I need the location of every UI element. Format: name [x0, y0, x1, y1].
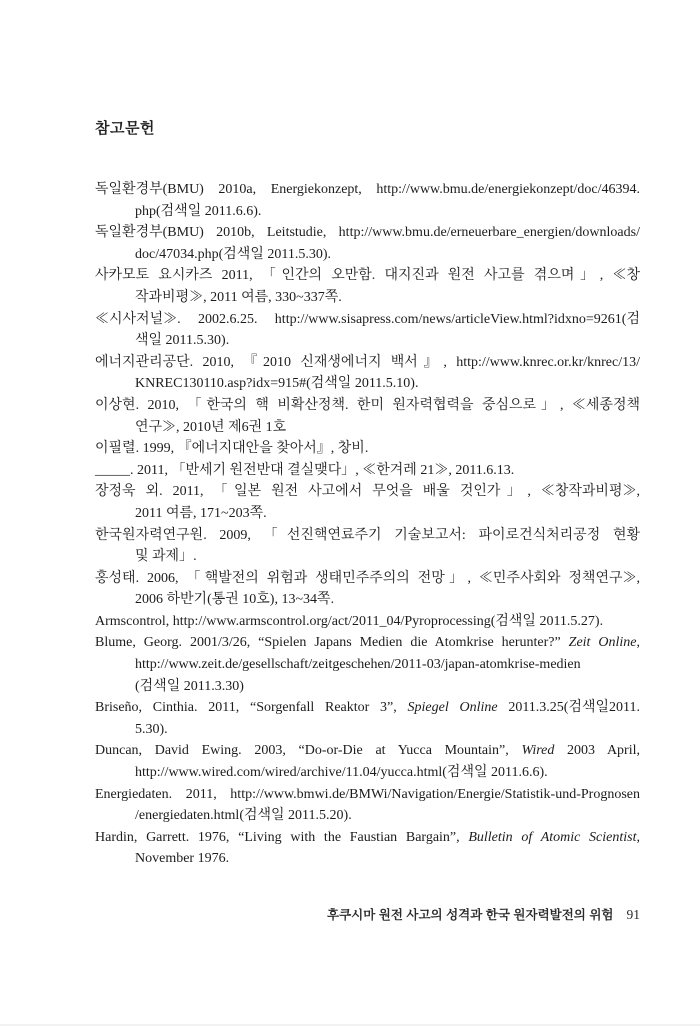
reference-text: Blume, Georg. 2001/3/26, “Spielen Japans Medien die Atomkrise herunter?”	[95, 635, 569, 651]
page-footer	[95, 905, 640, 923]
reference-text: ≪시사저널≫. 2002.6.25. http://www.sisapress.com/news/articleView.html?idxno=9261(검	[95, 311, 640, 327]
reference-entry	[95, 265, 640, 308]
reference-line	[95, 222, 640, 244]
reference-entry	[95, 697, 640, 740]
reference-entry	[95, 740, 640, 783]
reference-text: 홍성태. 2006, 「핵발전의 위험과 생태민주주의의 전망」, ≪민주사회와 정책연구≫,	[95, 570, 640, 586]
reference-text: 연구≫, 2010년 제6권 1호	[135, 419, 287, 435]
reference-line	[95, 201, 640, 223]
reference-line	[95, 395, 640, 417]
reference-line	[95, 352, 640, 374]
reference-line	[95, 568, 640, 590]
reference-line	[95, 481, 640, 503]
reference-text: 한국원자력연구원. 2009, 「선진핵연료주기 기술보고서: 파이로건식처리공정 현황	[95, 527, 640, 543]
reference-text: Armscontrol, http://www.armscontrol.org/act/2011_04/Pyroprocessing(검색일 2011.5.27).	[95, 613, 604, 629]
reference-entry	[95, 827, 640, 870]
reference-text: 2006 하반기(통권 10호), 13~34쪽.	[135, 592, 335, 608]
running-title: 후쿠시마 원전 사고의 성격과 한국 원자력발전의 위험	[327, 908, 614, 922]
reference-text: 에너지관리공단. 2010, 『2010 신재생에너지 백서』, http://www.knrec.or.kr/knrec/13/	[95, 354, 640, 370]
reference-entry	[95, 395, 640, 438]
journal-title-italic: Wired	[521, 743, 555, 759]
reference-line	[95, 179, 640, 201]
reference-text: 2011 여름, 171~203쪽.	[135, 505, 267, 521]
reference-line	[95, 309, 640, 331]
reference-text: 이상현. 2010, 「한국의 핵 비확산정책. 한미 원자력협력을 중심으로」, ≪세종정책	[95, 397, 640, 413]
reference-text: 장정욱 외. 2011, 「일본 원전 사고에서 무엇을 배울 것인가」, ≪창작과비평≫,	[95, 484, 640, 500]
reference-line	[95, 697, 640, 719]
reference-line	[95, 417, 640, 439]
reference-text: 이필렬. 1999, 『에너지대안을 찾아서』, 창비.	[95, 441, 369, 457]
reference-text: php(검색일 2011.6.6).	[135, 203, 262, 219]
reference-text: 색일 2011.5.30).	[135, 333, 230, 349]
page-title: 참고문헌	[95, 120, 155, 137]
reference-line	[95, 525, 640, 547]
reference-text: 사카모토 요시카즈 2011, 「인간의 오만함. 대지진과 원전 사고를 겪으며」, ≪창	[95, 268, 640, 284]
reference-line	[95, 373, 640, 395]
reference-text: _____. 2011, 「반세기 원전반대 결실맺다」, ≪한겨레 21≫, 2011.6.13.	[95, 462, 515, 478]
reference-entry	[95, 568, 640, 611]
reference-line	[95, 460, 640, 482]
reference-entry	[95, 222, 640, 265]
reference-text: KNREC130110.asp?idx=915#(검색일 2011.5.10).	[135, 376, 419, 392]
reference-line	[95, 611, 640, 633]
reference-entry	[95, 309, 640, 352]
journal-title-italic: Bulletin of Atomic Scientist	[468, 829, 637, 845]
reference-text: http://www.wired.com/wired/archive/11.04/yucca.html(검색일 2011.6.6).	[135, 765, 548, 781]
reference-text: (검색일 2011.3.30)	[135, 678, 244, 694]
reference-text: 및 과제」.	[135, 549, 197, 565]
reference-line	[95, 287, 640, 309]
reference-line	[95, 589, 640, 611]
reference-line	[95, 827, 640, 849]
reference-entry	[95, 611, 640, 633]
reference-entry	[95, 632, 640, 697]
reference-text: Briseño, Cinthia. 2011, “Sorgenfall Reaktor 3”,	[95, 700, 408, 716]
journal-title-italic: Zeit Online	[568, 635, 637, 651]
reference-text: 2011.3.25(검색일2011.	[497, 700, 641, 716]
reference-line	[95, 676, 640, 698]
reference-text: Duncan, David Ewing. 2003, “Do-or-Die at Yucca Mountain”,	[95, 743, 522, 759]
reference-entry	[95, 179, 640, 222]
reference-line	[95, 805, 640, 827]
reference-entry	[95, 784, 640, 827]
reference-line	[95, 244, 640, 266]
reference-line	[95, 632, 640, 654]
reference-entry	[95, 460, 640, 482]
reference-line	[95, 654, 640, 676]
reference-text: http://www.zeit.de/gesellschaft/zeitgeschehen/2011-03/japan-atomkrise-medien	[135, 657, 581, 673]
reference-entry	[95, 525, 640, 568]
reference-line	[95, 784, 640, 806]
reference-entry	[95, 481, 640, 524]
reference-text: doc/47034.php(검색일 2011.5.30).	[135, 246, 331, 262]
reference-text: 독일환경부(BMU) 2010a, Energiekonzept, http://www.bmu.de/energiekonzept/doc/46394.	[95, 182, 640, 197]
reference-text: 작과비평≫, 2011 여름, 330~337쪽.	[135, 289, 342, 305]
reference-text: ,	[636, 829, 640, 845]
reference-line	[95, 762, 640, 784]
reference-text: 2003 April,	[554, 743, 640, 759]
page-number: 91	[626, 907, 640, 922]
reference-line	[95, 330, 640, 352]
reference-text: 5.30).	[135, 721, 168, 737]
references-list	[95, 179, 640, 870]
journal-title-italic: Spiegel Online	[407, 700, 498, 716]
reference-text: /energiedaten.html(검색일 2011.5.20).	[135, 808, 352, 824]
reference-line	[95, 265, 640, 287]
reference-entry	[95, 352, 640, 395]
reference-line	[95, 740, 640, 762]
reference-text: November 1976.	[135, 851, 230, 867]
reference-entry	[95, 438, 640, 460]
reference-text: Energiedaten. 2011, http://www.bmwi.de/BMWi/Navigation/Energie/Statistik-und-Prognosen	[95, 786, 640, 802]
reference-text: Hardin, Garrett. 1976, “Living with the Faustian Bargain”,	[95, 829, 469, 845]
reference-text: 독일환경부(BMU) 2010b, Leitstudie, http://www.bmu.de/erneuerbare_energien/downloads/	[95, 225, 640, 241]
reference-line	[95, 503, 640, 525]
reference-line	[95, 848, 640, 870]
reference-line	[95, 546, 640, 568]
reference-line	[95, 438, 640, 460]
reference-text: ,	[636, 635, 640, 651]
reference-line	[95, 719, 640, 741]
